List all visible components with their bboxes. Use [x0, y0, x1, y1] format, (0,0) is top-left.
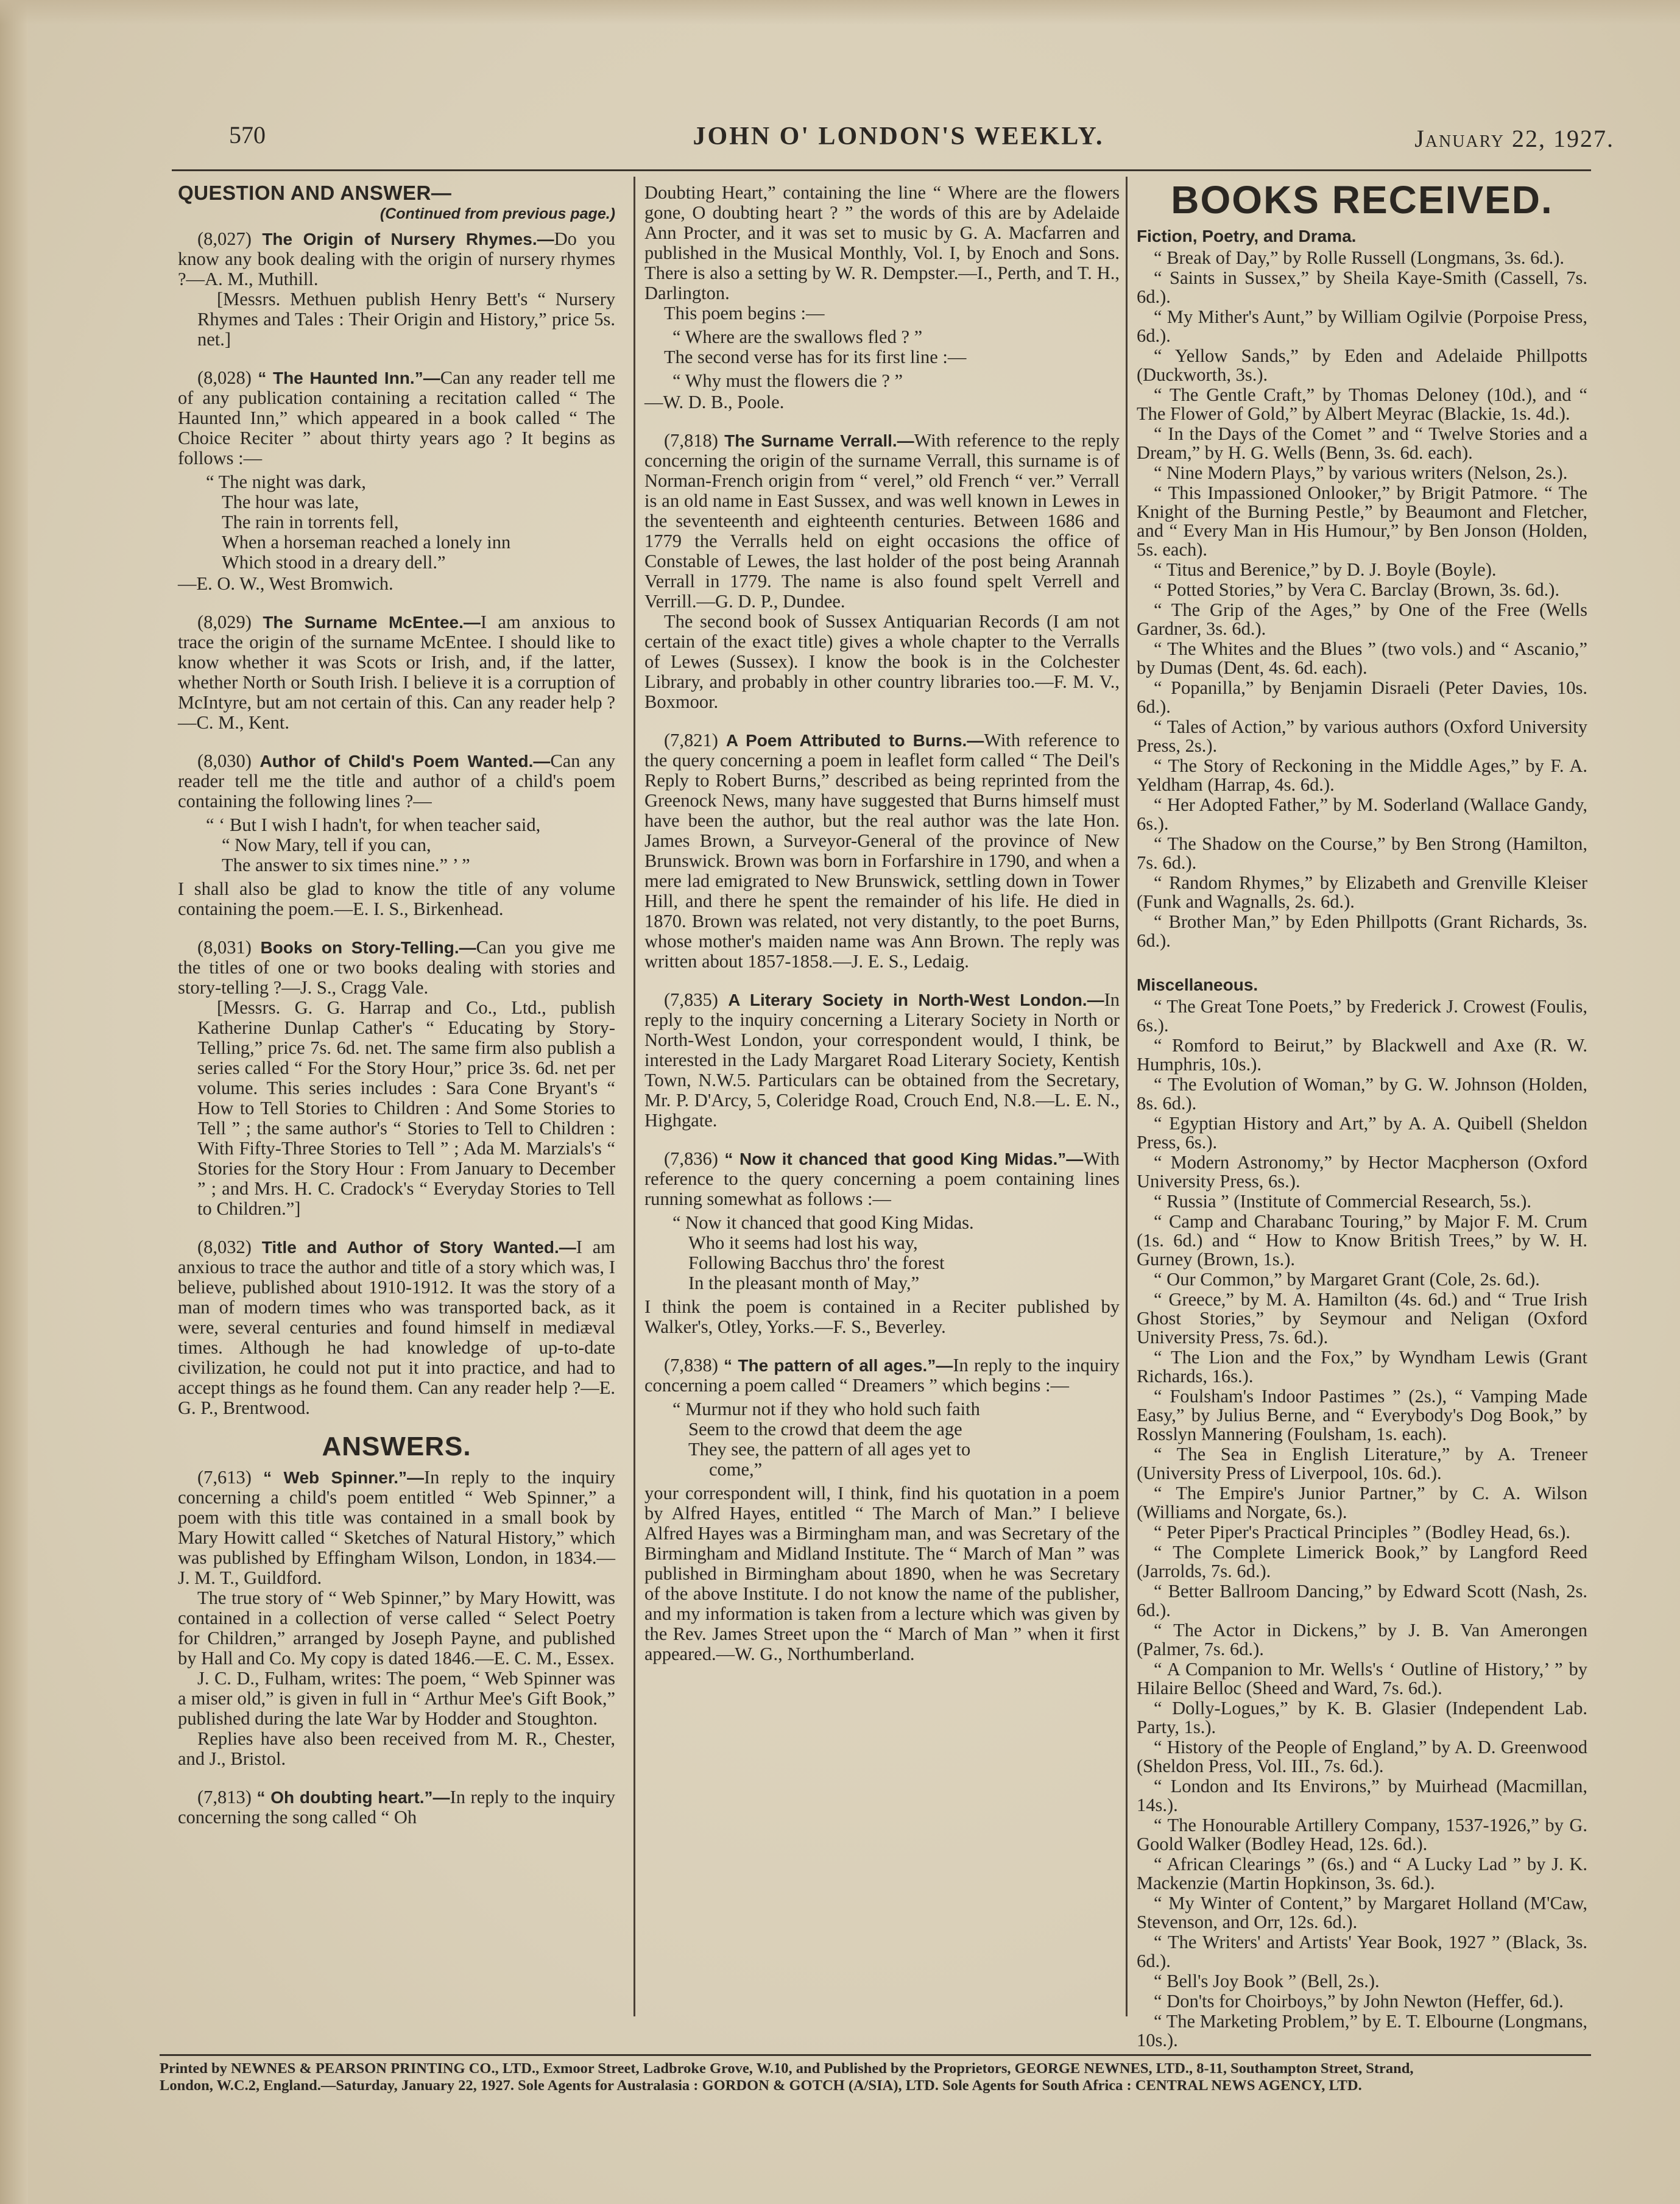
- book-entry: “ The Story of Reckoning in the Middle Ages,” by F. A. Yeldham (Harrap, 4s. 6d.).: [1137, 755, 1587, 795]
- books-received-title: BOOKS RECEIVED.: [1171, 178, 1553, 222]
- book-entry: “ Dolly-Logues,” by K. B. Glasier (Independent Lab. Party, 1s.).: [1137, 1698, 1587, 1737]
- answer-item: [178, 1787, 615, 1828]
- answer-number: (7,835): [664, 989, 718, 1010]
- book-entry: “ The Marketing Problem,” by E. T. Elbourne (Longmans, 10s.).: [1137, 2011, 1587, 2050]
- query-item: [178, 1237, 615, 1418]
- answer-item: [644, 730, 1120, 972]
- answer-heading: The Surname Verrall.—: [724, 431, 914, 450]
- answer-paragraph: The second verse has for its first line :—: [664, 347, 967, 367]
- imprint-line: Printed by NEWNES & PEARSON PRINTING CO., LTD., Exmoor Street, Ladbroke Grove, W.10, and Published by the Proprietors, GEORGE NEWNES, LTD., 8-11, Southampton Street, Strand,: [160, 2060, 1414, 2077]
- answer-heading: “ The pattern of all ages.”—: [724, 1356, 953, 1375]
- poem-excerpt: [206, 472, 615, 573]
- answer-item: [178, 1468, 615, 1588]
- query-heading: “ The Haunted Inn.”—: [258, 369, 440, 387]
- signature: —W. D. B., Poole.: [644, 392, 785, 412]
- book-entry: “ Potted Stories,” by Vera C. Barclay (Brown, 3s. 6d.).: [1154, 579, 1560, 600]
- issue-date: January 22, 1927.: [1414, 125, 1614, 152]
- book-entry: “ In the Days of the Comet ” and “ Twelve Stories and a Dream,” by H. G. Wells (Benn, 3s. 6d. each).: [1137, 423, 1587, 463]
- query-heading: Title and Author of Story Wanted.—: [261, 1238, 576, 1257]
- editor-note: [Messrs. Methuen publish Henry Bett's “ Nursery Rhymes and Tales : Their Origin and History,” price 5s. net.]: [197, 289, 615, 350]
- book-entry: “ African Clearings ” (6s.) and “ A Lucky Lad ” by J. K. Mackenzie (Martin Hopkinson, 3s. 6d.).: [1137, 1854, 1587, 1893]
- book-entry: “ Romford to Beirut,” by Blackwell and Axe (R. W. Humphris, 10s.).: [1137, 1035, 1587, 1075]
- poem-line: Seem to the crowd that deem the age: [688, 1419, 962, 1439]
- answer-paragraph: Doubting Heart,” containing the line “ Where are the flowers gone, O doubting heart ? ” the words of this are by Adelaide Ann Procter, and it was set to music by G. A. Macfarren and published in the Musical Monthly, Vol. I, by Enoch and Sons. There is also a setting by W. R. Dempster.—I., Perth, and T. H., Darlington.: [644, 182, 1120, 303]
- poem-line: “ Murmur not if they who hold such faith: [672, 1399, 980, 1419]
- answer-continuation: your correspondent will, I think, find his quotation in a poem by Alfred Hayes, entitled “ The March of Man.” I believe Alfred Hayes was a Birmingham man, and was Secretary of the Birmingham and Midland Institute. The “ March of Man ” was published in Birmingham about 1890, when he was Secretary of the above Institute. I do not know the name of the publisher, and my information is taken from a lecture which was given by the Rev. James Street upon the “ March of Man ” when it first appeared.—W. G., Northumberland.: [644, 1483, 1120, 1664]
- poem-line: “ Now it chanced that good King Midas.: [672, 1212, 974, 1233]
- book-entry: “ The Actor in Dickens,” by J. B. Van Amerongen (Palmer, 7s. 6d.).: [1137, 1620, 1587, 1659]
- book-entry: “ Egyptian History and Art,” by A. A. Quibell (Sheldon Press, 6s.).: [1137, 1113, 1587, 1153]
- answer-number: (7,821): [664, 730, 718, 751]
- answer-paragraph: The true story of “ Web Spinner,” by Mary Howitt, was contained in a collection of verse called “ Select Poetry for Children,” arranged by Joseph Payne, and published by Hall and Co. My copy is dated 1846.—E. C. M., Essex.: [178, 1588, 615, 1669]
- query-heading: Books on Story-Telling.—: [260, 938, 476, 957]
- book-entry: “ Break of Day,” by Rolle Russell (Longmans, 3s. 6d.).: [1154, 247, 1564, 268]
- poem-line: come,”: [709, 1459, 763, 1480]
- poem-line: The answer to six times nine.” ’ ”: [222, 855, 470, 875]
- book-entry: “ Popanilla,” by Benjamin Disraeli (Peter Davies, 10s. 6d.).: [1137, 677, 1587, 717]
- answer-paragraph: This poem begins :—: [664, 303, 825, 323]
- query-item: [178, 612, 615, 733]
- masthead: [177, 117, 1620, 160]
- query-body: Can any reader tell me the title and author of a child's poem containing the following lines ?—: [178, 751, 616, 811]
- answer-body: With reference to the query concerning a poem containing lines running somewhat as follows :—: [644, 1148, 1120, 1209]
- answer-number: (7,813): [197, 1787, 252, 1807]
- poem-line: “ Where are the swallows fled ? ”: [672, 327, 923, 347]
- book-entry: “ History of the People of England,” by A. D. Greenwood (Sheldon Press, Vol. III., 7s. 6d.).: [1137, 1737, 1587, 1776]
- poem-line: The rain in torrents fell,: [222, 512, 399, 532]
- book-entry: “ Brother Man,” by Eden Phillpotts (Grant Richards, 3s. 6d.).: [1137, 911, 1587, 951]
- poem-line: “ ‘ But I wish I hadn't, for when teacher said,: [206, 814, 541, 835]
- answer-number: (7,613): [197, 1467, 252, 1488]
- page-top-shadow: [0, 0, 1680, 24]
- poem-line: Who it seems had lost his way,: [688, 1232, 918, 1253]
- book-entry: “ Our Common,” by Margaret Grant (Cole, 2s. 6d.).: [1154, 1269, 1540, 1290]
- book-entry: “ The Writers' and Artists' Year Book, 1927 ” (Black, 3s. 6d.).: [1137, 1932, 1587, 1971]
- column-2: [644, 183, 1120, 1683]
- query-body: Can any reader tell me of any publication containing a recitation called “ The Haunted Inn,” which appeared in a book called “ The Choice Reciter ” about thirty years ago ? It begins as follows :—: [178, 367, 615, 468]
- book-entry: “ Nine Modern Plays,” by various writers (Nelson, 2s.).: [1154, 462, 1568, 483]
- answer-paragraph: Replies have also been received from M. R., Chester, and J., Bristol.: [178, 1728, 615, 1769]
- book-entry: “ Bell's Joy Book ” (Bell, 2s.).: [1154, 1971, 1380, 1991]
- book-entry: “ Yellow Sands,” by Eden and Adelaide Phillpotts (Duckworth, 3s.).: [1137, 345, 1587, 385]
- book-entry: “ Greece,” by M. A. Hamilton (4s. 6d.) and “ True Irish Ghost Stories,” by Seymour and Neligan (Oxford University Press, 7s. 6d.).: [1137, 1289, 1587, 1347]
- fiction-heading: Fiction, Poetry, and Drama.: [1137, 227, 1357, 245]
- book-entry: “ Foulsham's Indoor Pastimes ” (2s.), “ Vamping Made Easy,” by Julius Berne, and “ Everybody's Dog Book,” by Rosslyn Mannering (Foulsham, 1s. each).: [1137, 1386, 1587, 1444]
- poem-line: “ The night was dark,: [206, 472, 366, 492]
- book-entry: “ This Impassioned Onlooker,” by Brigit Patmore. “ The Knight of the Burning Pestle,” by Beaumont and Fletcher, and “ Every Man in His Humour,” by Ben Jonson (Holden, 5s. each).: [1137, 482, 1587, 560]
- book-entry: “ The Whites and the Blues ” (two vols.) and “ Ascanio,” by Dumas (Dent, 4s. 6d. each).: [1137, 638, 1587, 678]
- answer-heading: “ Oh doubting heart.”—: [256, 1788, 450, 1807]
- book-entry: “ A Companion to Mr. Wells's ‘ Outline of History,’ ” by Hilaire Belloc (Sheed and Ward, 7s. 6d.).: [1137, 1659, 1587, 1698]
- column-1: [178, 183, 615, 1846]
- book-entry: “ Peter Piper's Practical Principles ” (Bodley Head, 6s.).: [1154, 1522, 1570, 1542]
- book-entry: “ Camp and Charabanc Touring,” by Major F. M. Crum (1s. 6d.) and “ How to Know British Trees,” by W. H. Gurney (Brown, 1s.).: [1137, 1211, 1587, 1270]
- book-entry: “ My Mither's Aunt,” by William Ogilvie (Porpoise Press, 6d.).: [1137, 306, 1587, 346]
- query-body: I am anxious to trace the origin of the surname McEntee. I should like to know whether it was Scots or Irish, and, if the latter, whether North or South Irish. I believe it is a corruption of McIntyre, but am not certain of this. Can any reader help ?—C. M., Kent.: [178, 612, 615, 733]
- poem-excerpt: [672, 371, 1120, 391]
- poem-line: When a horseman reached a lonely inn: [222, 532, 511, 553]
- column-3: [1137, 178, 1587, 2051]
- book-entry: “ Her Adopted Father,” by M. Soderland (Wallace Gandy, 6s.).: [1137, 794, 1587, 834]
- query-number: (8,031): [197, 937, 252, 958]
- poem-excerpt: [206, 815, 615, 875]
- answer-heading: A Poem Attributed to Burns.—: [725, 731, 984, 750]
- section-title: QUESTION AND ANSWER—: [178, 182, 452, 204]
- answer-heading: “ Web Spinner.”—: [263, 1468, 424, 1487]
- query-number: (8,028): [197, 367, 252, 388]
- poem-excerpt: [672, 327, 1120, 347]
- book-entry: “ The Empire's Junior Partner,” by C. A. Wilson (Williams and Norgate, 6s.).: [1137, 1483, 1587, 1522]
- book-entry: “ The Shadow on the Course,” by Ben Strong (Hamilton, 7s. 6d.).: [1137, 833, 1587, 873]
- poem-line: In the pleasant month of May,”: [688, 1273, 920, 1293]
- answer-item: [644, 1355, 1120, 1396]
- answer-paragraph: J. C. D., Fulham, writes: The poem, “ Web Spinner was a miser old,” is given in full in “ Arthur Mee's Gift Book,” published during the late War by Hodder and Stoughton.: [178, 1668, 615, 1729]
- column-divider: [634, 177, 635, 2016]
- answer-item: [644, 431, 1120, 612]
- query-item: [178, 368, 615, 468]
- header-rule: [172, 169, 1591, 171]
- answer-body: In reply to the inquiry concerning a Literary Society in North or North-West London, your correspondent would, I think, be interested in the Lady Margaret Road Literary Society, Kentish Town, N.W.5. Particulars can be obtained from the Secretary, Mr. P. D'Arcy, 5, Coleridge Road, Crouch End, N.8.—L. E. N., Highgate.: [644, 989, 1120, 1131]
- book-entry: “ The Complete Limerick Book,” by Langford Reed (Jarrolds, 7s. 6d.).: [1137, 1542, 1587, 1581]
- book-entry: “ Titus and Berenice,” by D. J. Boyle (Boyle).: [1154, 559, 1497, 580]
- poem-excerpt: [672, 1213, 1120, 1293]
- book-entry: “ London and Its Environs,” by Muirhead (Macmillan, 14s.).: [1137, 1776, 1587, 1815]
- answer-item: [644, 1149, 1120, 1209]
- poem-line: The hour was late,: [222, 492, 359, 512]
- book-entry: “ The Evolution of Woman,” by G. W. Johnson (Holden, 8s. 6d.).: [1137, 1074, 1587, 1114]
- answer-heading: A Literary Society in North-West London.—: [728, 991, 1104, 1009]
- query-number: (8,027): [197, 228, 252, 249]
- poem-line: Following Bacchus thro' the forest: [688, 1252, 945, 1273]
- editor-note: [Messrs. G. G. Harrap and Co., Ltd., publish Katherine Dunlap Cather's “ Educating by Story-Telling,” price 7s. 6d. net. The same firm also publish a series called “ For the Story Hour,” price 3s. 6d. net per volume. This series includes : Sara Cone Bryant's “ How to Tell Stories to Children : And Some Stories to Tell ” ; the same author's “ Stories to Tell to Children : With Fifty-Three Stories to Tell ” ; Ada M. Marzials's “ Stories for the Story Hour : From January to December ” ; and Mrs. H. C. Cradock's “ Everyday Stories to Tell to Children.”]: [197, 997, 615, 1219]
- answer-body: With reference to the query concerning a poem in leaflet form called “ The Deil's Reply to Robert Burns,” described as being reprinted from the Greenock News, many have suggested that Burns himself must have been the author, but the real author was the late Hon. James Brown, a Surveyor-General of the province of New Brunswick. Brown was born in Forfarshire in 1790, and when a mere lad emigrated to New Brunswick, settling down in Tower Hill, and there he spent the remainder of his life. He died in 1870. Brown was related, not very distantly, to the poet Burns, whose mother's maiden name was Ann Brown. The reply was written about 1857-1858.—J. E. S., Ledaig.: [644, 730, 1120, 972]
- book-entry: “ The Sea in English Literature,” by A. Treneer (University Press of Liverpool, 10s. 6d.).: [1137, 1444, 1587, 1483]
- answers-heading: ANSWERS.: [322, 1432, 471, 1461]
- misc-list: [1137, 997, 1587, 2050]
- answer-paragraph: The second book of Sussex Antiquarian Records (I am not certain of the exact title) gives a whole chapter to the Verralls of Lewes (Sussex). I know the book is in the Colchester Library, and probably in other country libraries too.—F. M. V., Boxmoor.: [644, 611, 1120, 712]
- imprint-line: London, W.C.2, England.—Saturday, January 22, 1927. Sole Agents for Australasia : GORDON & GOTCH (A/SIA), LTD. Sole Agents for South Africa : CENTRAL NEWS AGENCY, LTD.: [160, 2077, 1362, 2094]
- poem-line: “ Now Mary, tell if you can,: [222, 835, 431, 855]
- answer-continuation: I think the poem is contained in a Reciter published by Walker's, Otley, Yorks.—F. S., Beverley.: [644, 1296, 1120, 1337]
- book-entry: “ Don'ts for Choirboys,” by John Newton (Heffer, 6d.).: [1154, 1991, 1564, 2012]
- book-entry: “ Saints in Sussex,” by Sheila Kaye-Smith (Cassell, 7s. 6d.).: [1137, 267, 1587, 307]
- poem-line: “ Why must the flowers die ? ”: [672, 370, 903, 391]
- misc-heading: Miscellaneous.: [1137, 975, 1258, 994]
- query-number: (8,030): [197, 751, 252, 771]
- book-entry: “ My Winter of Content,” by Margaret Holland (M'Caw, Stevenson, and Orr, 12s. 6d.).: [1137, 1893, 1587, 1932]
- book-entry: “ The Great Tone Poets,” by Frederick J. Crowest (Foulis, 6s.).: [1137, 996, 1587, 1036]
- answer-body: In reply to the inquiry concerning a child's poem entitled “ Web Spinner,” a poem with this title was contained in a small book by Mary Howitt called “ Sketches of Natural History,” which was published by Effingham Wilson, London, in 1834.—J. M. T., Guildford.: [178, 1467, 616, 1588]
- answer-number: (7,818): [664, 430, 718, 451]
- book-entry: “ The Lion and the Fox,” by Wyndham Lewis (Grant Richards, 16s.).: [1137, 1347, 1587, 1386]
- book-entry: “ Modern Astronomy,” by Hector Macpherson (Oxford University Press, 6s.).: [1137, 1152, 1587, 1192]
- query-item: [178, 229, 615, 289]
- fiction-list: [1137, 249, 1587, 950]
- query-number: (8,032): [197, 1237, 252, 1257]
- answer-number: (7,836): [664, 1148, 718, 1169]
- poem-line: Which stood in a dreary dell.”: [222, 552, 446, 573]
- book-entry: “ The Grip of the Ages,” by One of the Free (Wells Gardner, 3s. 6d.).: [1137, 599, 1587, 639]
- signature: —E. O. W., West Bromwich.: [178, 573, 394, 594]
- page-edge-shadow: [0, 0, 28, 2204]
- poem-line: They see, the pattern of all ages yet to: [688, 1439, 971, 1460]
- book-entry: “ The Gentle Craft,” by Thomas Deloney (10d.), and “ The Flower of Gold,” by Albert Meyrac (Blackie, 1s. 4d.).: [1137, 384, 1587, 424]
- query-body: I am anxious to trace the author and title of a story which was, I believe, published about 1910-1912. It was the story of a man of modern times who was transported back, as it were, several centuries and found himself in mediæval times. Although he had knowledge of up-to-date civilization, he could not put it into practice, and had to accept things as he found them. Can any reader help ?—E. G. P., Brentwood.: [178, 1237, 615, 1418]
- query-number: (8,029): [197, 612, 252, 632]
- continued-note: (Continued from previous page.): [379, 205, 615, 222]
- answer-body: In reply to the inquiry concerning a poem called “ Dreamers ” which begins :—: [644, 1355, 1120, 1396]
- book-entry: “ Random Rhymes,” by Elizabeth and Grenville Kleiser (Funk and Wagnalls, 2s. 6d.).: [1137, 872, 1587, 912]
- query-item: [178, 938, 615, 998]
- answer-heading: “ Now it chanced that good King Midas.”—: [724, 1150, 1084, 1168]
- query-continuation: I shall also be glad to know the title of any volume containing the poem.—E. I. S., Birkenhead.: [178, 878, 615, 919]
- query-heading: The Surname McEntee.—: [263, 613, 481, 632]
- book-entry: “ The Honourable Artillery Company, 1537-1926,” by G. Goold Walker (Bodley Head, 12s. 6d.).: [1137, 1815, 1587, 1854]
- query-item: [178, 751, 615, 811]
- imprint-footer: [160, 2060, 1591, 2094]
- answer-body: In reply to the inquiry concerning the song called “ Oh: [178, 1787, 616, 1828]
- query-heading: The Origin of Nursery Rhymes.—: [262, 230, 554, 249]
- answer-item: [644, 990, 1120, 1131]
- answer-number: (7,838): [664, 1355, 718, 1376]
- book-entry: “ Better Ballroom Dancing,” by Edward Scott (Nash, 2s. 6d.).: [1137, 1581, 1587, 1620]
- footer-rule: [160, 2054, 1591, 2056]
- page-number: 570: [229, 121, 266, 149]
- column-divider: [1126, 177, 1128, 2016]
- poem-excerpt: [672, 1399, 1120, 1480]
- answer-body: With reference to the reply concerning the origin of the surname Verrall, this surname is of Norman-French origin from “ verel,” old French “ ver.” Verrall is an old name in East Sussex, and was well known in Lewes in the seventeenth and eighteenth centuries. Between 1686 and 1779 the Verralls held on eight occasions the office of Constable of Lewes, the last holder of the post being Arannah Verrall in 1779. The name is also found spelt Verrell and Verrill.—G. D. P., Dundee.: [644, 430, 1120, 612]
- query-heading: Author of Child's Poem Wanted.—: [259, 752, 551, 771]
- publication-title: JOHN O' LONDON'S WEEKLY.: [693, 122, 1104, 150]
- book-entry: “ Russia ” (Institute of Commercial Research, 5s.).: [1154, 1191, 1531, 1212]
- book-entry: “ Tales of Action,” by various authors (Oxford University Press, 2s.).: [1137, 716, 1587, 756]
- query-body: Can you give me the titles of one or two books dealing with stories and story-telling ?—J. S., Cragg Vale.: [178, 937, 616, 998]
- query-body: Do you know any book dealing with the origin of nursery rhymes ?—A. M., Muthill.: [178, 228, 616, 289]
